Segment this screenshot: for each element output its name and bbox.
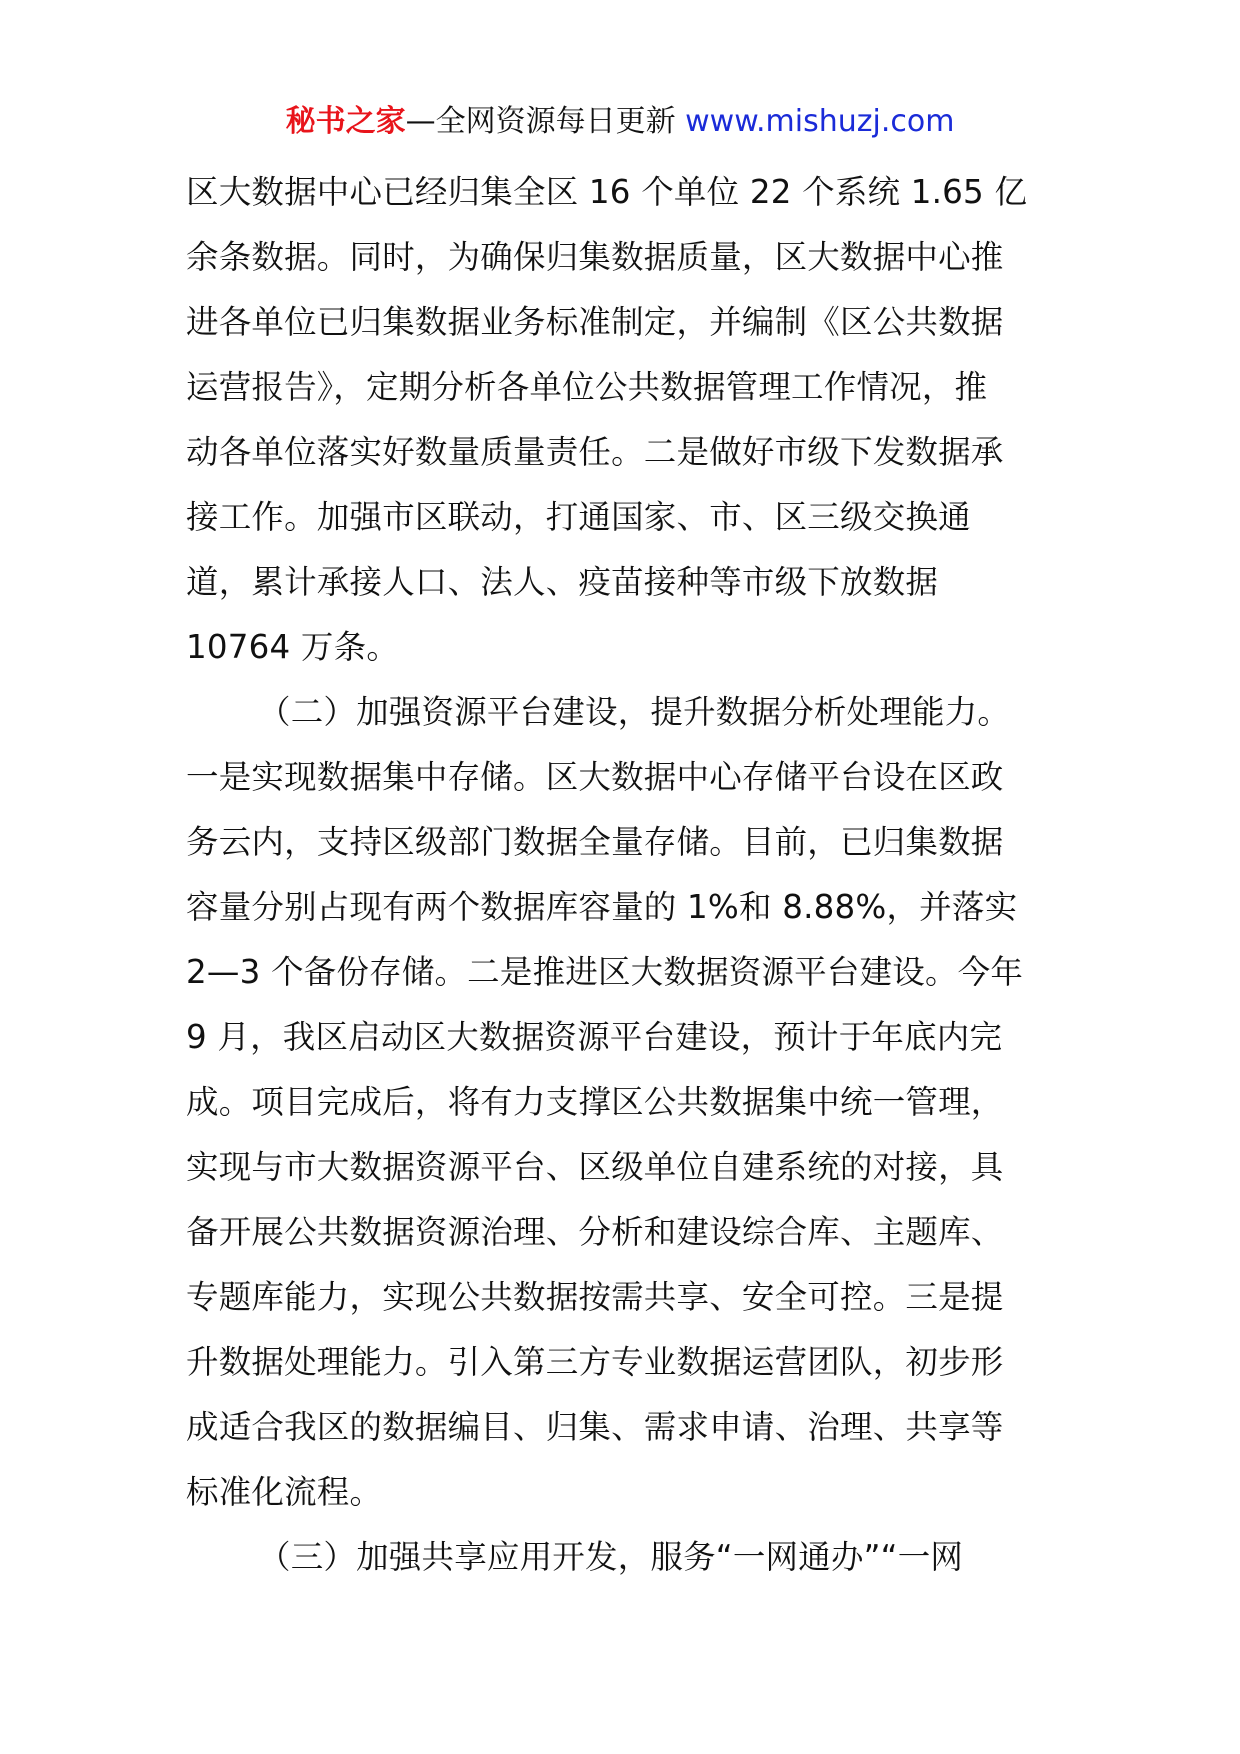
paragraph-line: 2—3 个备份存储。二是推进区大数据资源平台建设。今年 <box>186 953 1024 991</box>
paragraph-line: 实现与市大数据资源平台、区级单位自建系统的对接，具 <box>186 1148 1004 1186</box>
header-tagline: —全网资源每日更新 <box>405 104 676 139</box>
paragraph-line: 道，累计承接人口、法人、疫苗接种等市级下放数据 <box>186 563 939 601</box>
paragraph-line: 专题库能力，实现公共数据按需共享、安全可控。三是提 <box>186 1278 1004 1316</box>
paragraph-line: 务云内，支持区级部门数据全量存储。目前，已归集数据 <box>186 823 1004 861</box>
paragraph-line: 区大数据中心已经归集全区 16 个单位 22 个系统 1.65 亿 <box>186 173 1028 211</box>
paragraph-line: 运营报告》，定期分析各单位公共数据管理工作情况，推 <box>186 368 988 406</box>
document-body <box>186 160 1056 1590</box>
paragraph-line: 进各单位已归集数据业务标准制定，并编制《区公共数据 <box>186 303 1004 341</box>
section-heading: （二）加强资源平台建设，提升数据分析处理能力。 <box>258 693 1011 731</box>
paragraph-line: 动各单位落实好数量质量责任。二是做好市级下发数据承 <box>186 433 1004 471</box>
paragraph-line: 余条数据。同时，为确保归集数据质量，区大数据中心推 <box>186 238 1004 276</box>
paragraph-line: 接工作。加强市区联动，打通国家、市、区三级交换通 <box>186 498 971 536</box>
brand-name: 秘书之家 <box>285 104 406 139</box>
paragraph-line: 9 月，我区启动区大数据资源平台建设，预计于年底内完 <box>186 1018 1003 1056</box>
site-header <box>0 102 1240 142</box>
paragraph-line: 10764 万条。 <box>186 628 400 666</box>
site-url-link[interactable]: www.mishuzj.com <box>685 104 955 139</box>
paragraph-line: 成。项目完成后，将有力支撑区公共数据集中统一管理， <box>186 1083 1004 1121</box>
paragraph-line: 备开展公共数据资源治理、分析和建设综合库、主题库、 <box>186 1213 1004 1251</box>
paragraph-line: 一是实现数据集中存储。区大数据中心存储平台设在区政 <box>186 758 1004 796</box>
section-heading: （三）加强共享应用开发，服务“一网通办”“一网 <box>258 1538 964 1576</box>
paragraph-line: 升数据处理能力。引入第三方专业数据运营团队，初步形 <box>186 1343 1004 1381</box>
paragraph-line: 成适合我区的数据编目、归集、需求申请、治理、共享等 <box>186 1408 1004 1446</box>
paragraph-line: 容量分别占现有两个数据库容量的 1%和 8.88%，并落实 <box>186 888 1018 926</box>
paragraph-line: 标准化流程。 <box>186 1473 383 1511</box>
